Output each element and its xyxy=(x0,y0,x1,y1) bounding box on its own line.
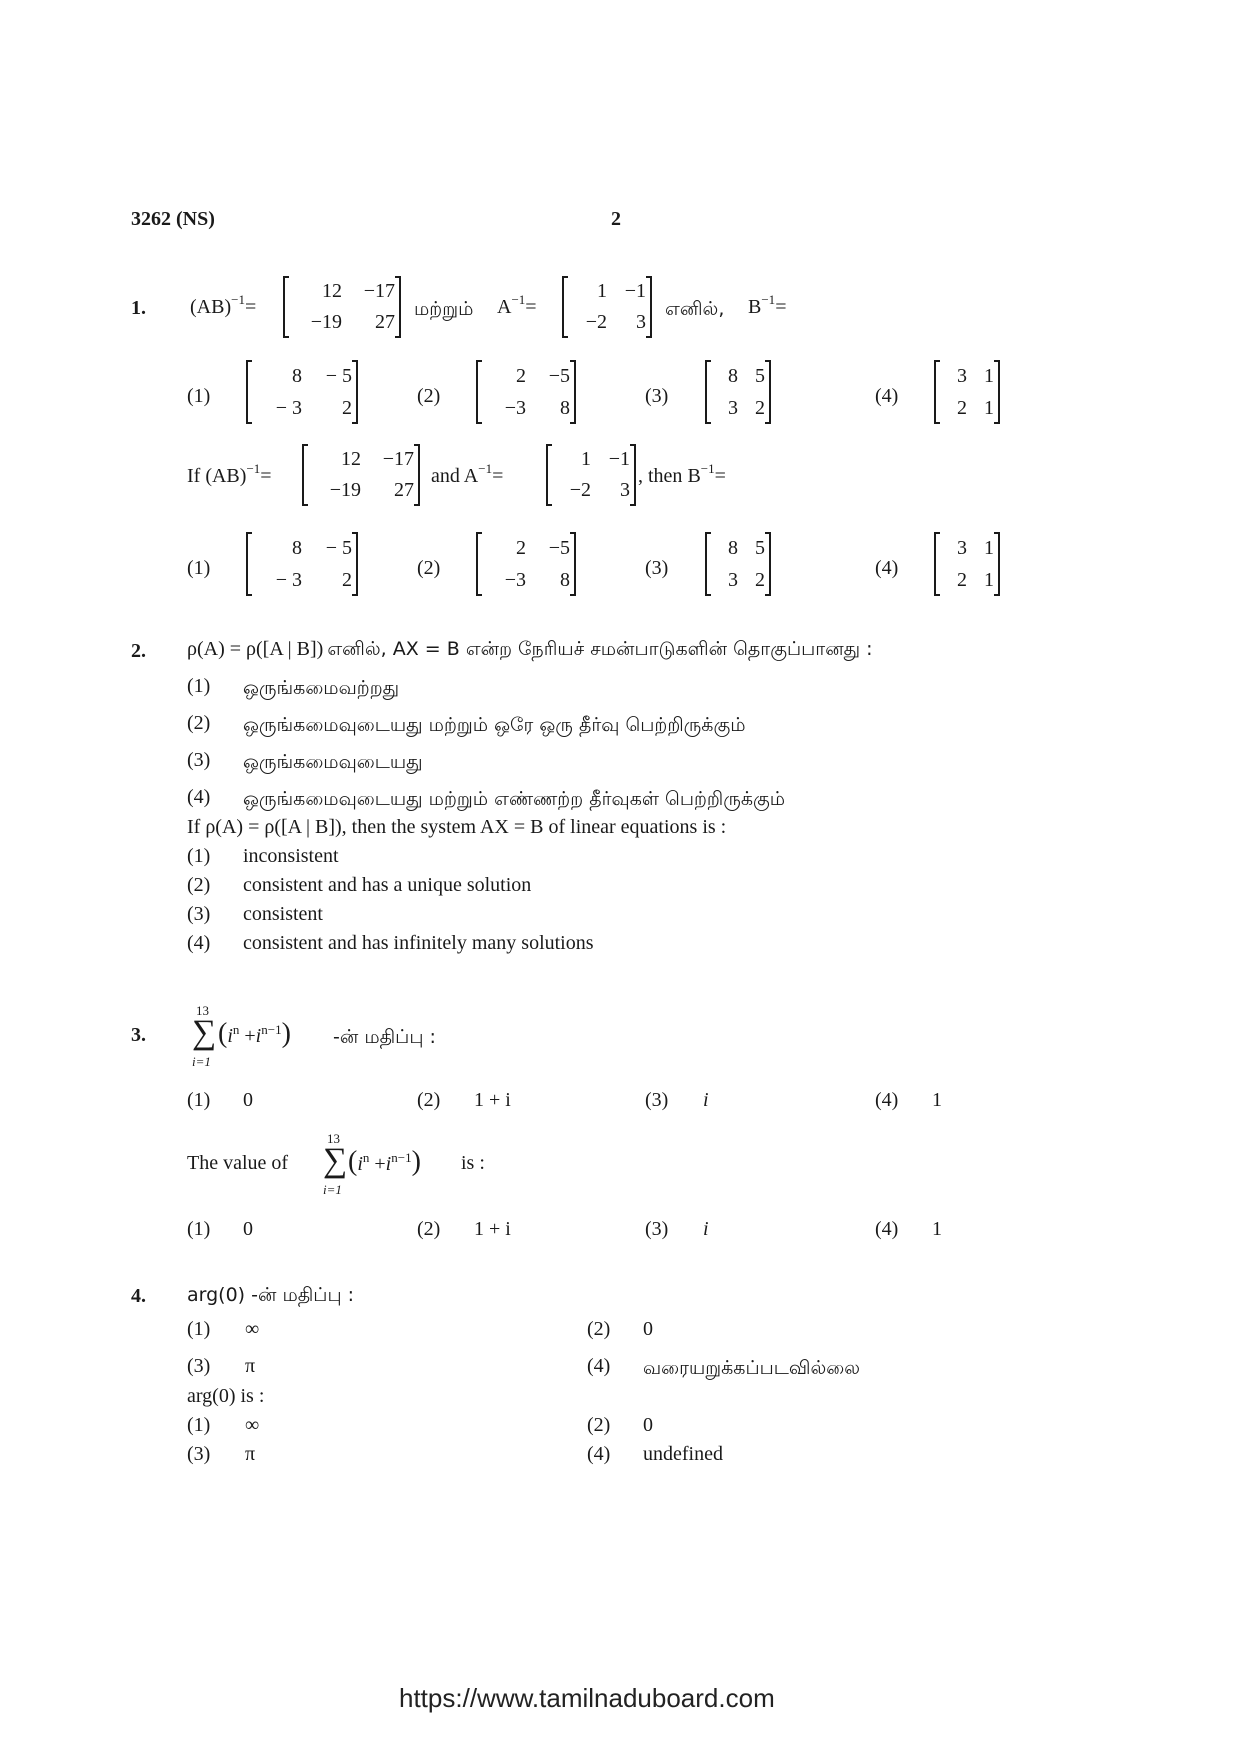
option-label: (3) xyxy=(645,385,669,407)
sum-expression: $(i^n +i^{n-1})$ xyxy=(348,1146,421,1177)
option-label: (2) xyxy=(187,874,211,896)
q4-tamil-stem: arg(0) -ன் மதிப்பு : xyxy=(187,1284,355,1306)
option-label: (3) xyxy=(187,1355,211,1377)
sum-lower-limit: i=1 xyxy=(192,1054,211,1069)
option-matrix-1: 8 − 5 − 3 2 xyxy=(246,532,358,596)
option-label: (3) xyxy=(645,1089,669,1111)
option-label: (3) xyxy=(187,903,211,925)
question-number: 4. xyxy=(131,1285,146,1307)
option-text: i xyxy=(703,1218,709,1240)
sum-upper-limit: 13 xyxy=(196,1003,209,1018)
option-text: 0 xyxy=(643,1414,653,1436)
option-text: ஒருங்கமைவுடையது மற்றும் ஒரே ஒரு தீர்வு பெற்றிருக்கும் xyxy=(243,714,746,736)
page-code: 3262 (NS) xyxy=(131,208,215,230)
option-label: (4) xyxy=(587,1355,611,1377)
q3-english-suffix: is : xyxy=(461,1152,485,1174)
option-label: (3) xyxy=(645,1218,669,1240)
footer-url-link[interactable]: https://www.tamilnaduboard.com xyxy=(399,1683,775,1713)
option-label: (2) xyxy=(587,1414,611,1436)
option-label: (4) xyxy=(875,557,899,579)
q3-english-prefix: The value of xyxy=(187,1152,289,1174)
option-text: π xyxy=(245,1443,256,1465)
option-label: (3) xyxy=(187,1443,211,1465)
option-label: (4) xyxy=(187,932,211,954)
sigma-symbol: ∑ xyxy=(192,1014,217,1051)
option-label: (1) xyxy=(187,385,211,407)
option-label: (1) xyxy=(187,1318,211,1340)
option-label: (4) xyxy=(587,1443,611,1465)
option-text: consistent and has infinitely many solutions xyxy=(243,932,594,954)
option-label: (2) xyxy=(417,1218,441,1240)
option-label: (2) xyxy=(187,712,211,734)
option-label: (2) xyxy=(587,1318,611,1340)
option-label: (2) xyxy=(417,1089,441,1111)
ab-inverse-label: (AB)$^{-1}$= xyxy=(190,292,257,318)
option-label: (2) xyxy=(417,385,441,407)
matrix-a-inverse-en: 1 −1 −2 3 xyxy=(546,444,636,506)
question-number: 3. xyxy=(131,1024,146,1046)
a-inverse-label: $A^{-1}=$ xyxy=(497,292,537,318)
q2-english-stem: If ρ(A) = ρ([A | B]), then the system AX = B of linear equations is : xyxy=(187,816,727,838)
option-text: ஒருங்கமைவுடையது மற்றும் எண்ணற்ற தீர்வுகள் பெற்றிருக்கும் xyxy=(243,788,786,810)
option-label: (4) xyxy=(875,1089,899,1111)
matrix-a-inverse: 1 −1 −2 3 xyxy=(562,276,652,338)
sigma-symbol: ∑ xyxy=(323,1142,348,1179)
option-text: consistent xyxy=(243,903,323,925)
option-label: (4) xyxy=(875,385,899,407)
page-number: 2 xyxy=(611,208,621,230)
option-text: 0 xyxy=(243,1218,253,1240)
q4-english-stem: arg(0) is : xyxy=(187,1385,265,1407)
matrix-ab-inverse-en: 12 −17 −19 27 xyxy=(302,444,420,506)
option-text: 1 xyxy=(932,1089,942,1111)
option-text: வரையறுக்கப்படவில்லை xyxy=(643,1357,860,1379)
option-label: (4) xyxy=(187,786,211,808)
option-matrix-3: 8 5 3 2 xyxy=(705,360,771,424)
option-label: (1) xyxy=(187,1414,211,1436)
question-number: 2. xyxy=(131,640,146,662)
option-label: (2) xyxy=(417,557,441,579)
option-matrix-4: 3 1 2 1 xyxy=(934,360,1000,424)
option-text: consistent and has a unique solution xyxy=(243,874,532,896)
sum-expression: $(i^n +i^{n-1})$ xyxy=(218,1018,291,1049)
option-text: 1 xyxy=(932,1218,942,1240)
option-text: ஒருங்கமைவற்றது xyxy=(243,677,400,699)
matrix-ab-inverse: 12 −17 −19 27 xyxy=(283,276,401,338)
option-label: (1) xyxy=(187,1089,211,1111)
question-number: 1. xyxy=(131,297,146,319)
option-text: i xyxy=(703,1089,709,1111)
option-text: 1 + i xyxy=(474,1089,511,1111)
q3-tamil-suffix: -ன் மதிப்பு : xyxy=(333,1026,436,1048)
option-label: (1) xyxy=(187,557,211,579)
option-text: 0 xyxy=(243,1089,253,1111)
then-label-en: , then $B^{-1}=$ xyxy=(638,461,726,487)
and-label-ta: மற்றும் xyxy=(414,298,474,320)
option-text: ஒருங்கமைவுடையது xyxy=(243,751,423,773)
option-matrix-1: 8 − 5 − 3 2 xyxy=(246,360,358,424)
option-matrix-4: 3 1 2 1 xyxy=(934,532,1000,596)
option-matrix-2: 2 −5 −3 8 xyxy=(476,532,576,596)
option-text: ∞ xyxy=(245,1414,260,1436)
b-inverse-label: $B^{-1}=$ xyxy=(748,292,787,318)
q1-english-stem: If (AB)$^{-1}$= xyxy=(187,461,272,487)
option-matrix-3: 8 5 3 2 xyxy=(705,532,771,596)
option-text: π xyxy=(245,1355,256,1377)
and-label-en: and $A^{-1}=$ xyxy=(431,461,504,487)
option-label: (1) xyxy=(187,845,211,867)
sum-upper-limit: 13 xyxy=(327,1131,340,1146)
option-text: 1 + i xyxy=(474,1218,511,1240)
option-text: inconsistent xyxy=(243,845,339,867)
option-label: (4) xyxy=(875,1218,899,1240)
option-label: (3) xyxy=(645,557,669,579)
then-label-ta: எனில், xyxy=(665,298,725,320)
option-label: (3) xyxy=(187,749,211,771)
q2-tamil-stem: ρ(A) = ρ([A | B]) எனில், AX = B என்ற நேரியச் சமன்பாடுகளின் தொகுப்பானது : xyxy=(187,638,873,660)
option-label: (1) xyxy=(187,1218,211,1240)
option-text: undefined xyxy=(643,1443,723,1465)
option-label: (1) xyxy=(187,675,211,697)
sum-lower-limit: i=1 xyxy=(323,1182,342,1197)
option-text: ∞ xyxy=(245,1318,260,1340)
option-matrix-2: 2 −5 −3 8 xyxy=(476,360,576,424)
option-text: 0 xyxy=(643,1318,653,1340)
